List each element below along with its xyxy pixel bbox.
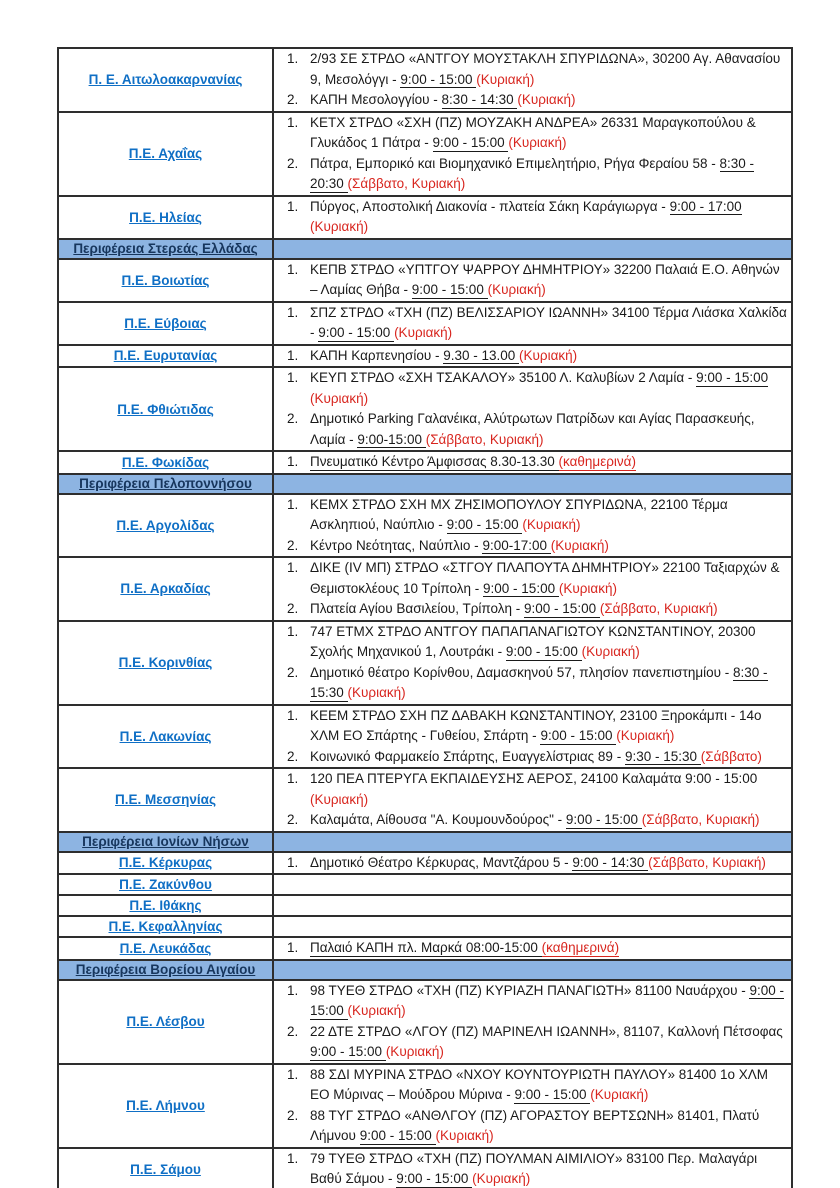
location-text: Πύργος, Αποστολική Διακονία - πλατεία Σάκη Καράγιωργα - [310, 198, 670, 214]
location-text: Κέντρο Νεότητας, Ναύπλιο - [310, 537, 483, 553]
item-text [310, 558, 791, 599]
locations-cell [273, 895, 792, 916]
item-number: 2. [287, 1023, 299, 1039]
location-text: Πλατεία Αγίου Βασιλείου, Τρίπολη - [310, 601, 525, 616]
region-header-cell [58, 474, 273, 494]
item-number: 1. [287, 198, 299, 214]
hours-text: Παλαιό ΚΑΠΗ πλ. Μαρκά 08:00-15:00 [310, 940, 542, 955]
item-number: 1. [287, 51, 299, 66]
location-item [274, 1149, 791, 1188]
entity-name-link[interactable]: Π.Ε. Σάμου [130, 1161, 201, 1177]
location-item [274, 853, 791, 874]
location-text: Πάτρα, Εμπορικό και Βιομηχανικό Επιμελητήριο, Ρήγα Φεραίου 58 - [310, 155, 720, 171]
region-header-cell [58, 239, 273, 259]
location-item [274, 769, 791, 810]
location-item [274, 747, 791, 768]
location-item [274, 1022, 791, 1063]
entity-label-cell [58, 980, 273, 1064]
locations-cell [273, 852, 792, 875]
location-item [274, 49, 791, 90]
location-item [274, 1106, 791, 1147]
days-text: (Κυριακή) [517, 92, 576, 107]
entity-name-link[interactable]: Π.Ε. Φωκίδας [121, 454, 210, 470]
locations-cell [273, 112, 792, 196]
entity-row [58, 874, 792, 895]
table-body [58, 48, 792, 1188]
region-header-row [58, 960, 792, 980]
entity-row [58, 1064, 792, 1148]
location-item [274, 599, 791, 620]
hours-text: 9:00 - 14:30 [572, 854, 649, 870]
location-text: ΣΠΖ ΣΤΡΔΟ «ΤΧΗ (ΠΖ) ΒΕΛΙΣΣΑΡΙΟΥ ΙΩΑΝΝΗ» 34100 Τέρμα Λιάσκα Χαλκίδα - [310, 304, 787, 340]
entity-name-link[interactable]: Π.Ε. Αρκαδίας [120, 581, 211, 597]
location-text: Δημοτικό θέατρο Κορίνθου, Δαμασκηνού 57, πλησίον πανεπιστημίου - [310, 664, 733, 680]
locations-cell [273, 345, 792, 368]
location-item [274, 368, 791, 409]
entity-label-cell [58, 557, 273, 621]
entity-label-cell [58, 48, 273, 112]
entity-label-cell [58, 874, 273, 895]
location-text: ΔΙΚΕ (IV ΜΠ) ΣΤΡΔΟ «ΣΤΓΟΥ ΠΛΑΠΟΥΤΑ ΔΗΜΗΤΡΙΟΥ» 22100 Ταξιαρχών & Θεμιστοκλέους 10 Τρίπολη - [310, 560, 780, 596]
entity-row [58, 112, 792, 196]
location-text: ΚΑΠΗ Καρπενησίου - [310, 347, 444, 363]
item-number: 1. [287, 707, 299, 723]
days-text: (καθημερινά) [541, 940, 620, 955]
region-header-link[interactable]: Περιφέρεια Ιονίων Νήσων [82, 833, 249, 849]
entity-label-cell [58, 1148, 273, 1188]
item-number: 2. [287, 1107, 299, 1123]
item-number: 1. [287, 114, 299, 130]
days-text: (Κυριακή) [590, 1087, 649, 1102]
location-text: 98 ΤΥΕΘ ΣΤΡΔΟ «ΤΧΗ (ΠΖ) ΚΥΡΙΑΖΗ ΠΑΝΑΓΙΩΤΗ» 81100 Ναυάρχου - [310, 982, 750, 998]
entity-name-link[interactable]: Π.Ε. Κορινθίας [118, 655, 213, 670]
region-header-filler-cell [273, 832, 792, 852]
locations-cell [273, 705, 792, 769]
days-text: (Κυριακή) [310, 219, 369, 234]
location-item [274, 90, 791, 111]
entity-name-link[interactable]: Π.Ε. Εύβοιας [124, 315, 207, 331]
item-text [310, 346, 791, 367]
item-number: 2. [287, 92, 299, 107]
location-item [274, 536, 791, 557]
entity-name-link[interactable]: Π.Ε. Λήμνου [126, 1098, 205, 1113]
days-text: (Κυριακή) [476, 71, 535, 87]
region-header-row [58, 832, 792, 852]
locations-cell [273, 302, 792, 345]
region-header-filler-cell [273, 960, 792, 980]
location-item [274, 981, 791, 1022]
entity-row [58, 1148, 792, 1188]
entity-row [58, 852, 792, 875]
locations-cell [273, 980, 792, 1064]
days-text: (Κυριακή) [385, 1044, 444, 1059]
location-text: ΚΕΤΧ ΣΤΡΔΟ «ΣΧΗ (ΠΖ) ΜΟΥΖΑΚΗ ΑΝΔΡΕΑ» 26331 Μαραγκοπούλου & Γλυκάδος 1 Πάτρα - [310, 114, 756, 150]
location-item [274, 663, 791, 704]
entity-label-cell [58, 916, 273, 937]
location-text: Καλαμάτα, Αίθουσα "Α. Κουμουνδούρος" - [310, 812, 566, 827]
locations-cell [273, 259, 792, 302]
hours-text: 8:30 - 20:30 [310, 155, 755, 191]
days-text: (Σάββατο, Κυριακή) [648, 854, 766, 870]
days-text: (καθημερινά) [558, 454, 636, 469]
regional-units-locations-table [57, 47, 793, 1188]
item-number: 1. [287, 940, 299, 955]
entity-name-link[interactable]: Π.Ε. Λέσβου [126, 1014, 205, 1029]
item-number: 2. [287, 411, 299, 426]
days-text: (Κυριακή) [472, 1171, 531, 1186]
region-header-cell [58, 960, 273, 980]
locations-cell [273, 621, 792, 705]
hours-text: 9:00 - 15:00 [432, 135, 509, 150]
location-text: 120 ΠΕΑ ΠΤΕΡΥΓΑ ΕΚΠΑΙΔΕΥΣΗΣ ΑΕΡΟΣ, 24100 Καλαμάτα 9:00 - 15:00 [310, 771, 758, 786]
locations-cell [273, 1148, 792, 1188]
location-text: ΚΑΠΗ Μεσολογγίου - [310, 92, 442, 107]
region-header-cell [58, 832, 273, 852]
location-text: Δημοτικό Θέατρο Κέρκυρας, Μαντζάρου 5 - [310, 854, 573, 870]
hours-text: 9:00 - 15:00 [318, 325, 395, 340]
days-text: (Σάββατο, Κυριακή) [599, 601, 718, 616]
location-item [274, 706, 791, 747]
entity-label-cell [58, 259, 273, 302]
item-text [310, 197, 791, 238]
item-number: 1. [287, 1150, 299, 1166]
item-text [310, 981, 791, 1022]
days-text: (Σάββατο, Κυριακή) [641, 812, 760, 827]
item-number: 1. [287, 1066, 299, 1082]
hours-text: 9:00 - 15:00 [411, 282, 488, 297]
item-text [310, 303, 791, 344]
entity-label-cell [58, 451, 273, 474]
days-text: (Σάββατο, Κυριακή) [347, 176, 466, 191]
entity-name-link[interactable]: Π.Ε. Ιθάκης [129, 898, 202, 913]
entity-name-link[interactable]: Π.Ε. Κεφαλληνίας [108, 919, 223, 934]
hours-text: 9:00 - 15:00 [359, 1128, 436, 1143]
hours-text: 9:00 - 15:00 [524, 601, 600, 616]
item-text [310, 368, 791, 409]
hours-text: 9:00 - 15:00 [400, 71, 477, 87]
entity-name-link[interactable]: Π. Ε. Αιτωλοακαρνανίας [88, 72, 243, 88]
region-header-link[interactable]: Περιφέρεια Πελοποννήσου [79, 475, 252, 491]
item-number: 2. [287, 664, 299, 680]
locations-cell [273, 557, 792, 621]
item-number: 1. [287, 771, 299, 786]
item-number: 2. [287, 537, 299, 553]
entity-name-link[interactable]: Π.Ε. Ζακύνθου [119, 877, 212, 892]
entity-name-link[interactable]: Π.Ε. Λευκάδας [119, 940, 212, 956]
region-header-row [58, 239, 792, 259]
entity-label-cell [58, 621, 273, 705]
entity-label-cell [58, 367, 273, 451]
item-number: 1. [287, 560, 299, 575]
table-container [57, 47, 793, 1188]
location-text: ΚΕΕΜ ΣΤΡΔΟ ΣΧΗ ΠΖ ΔΑΒΑΚΗ ΚΩΝΣΤΑΝΤΙΝΟΥ, 23100 Ξηροκάμπι - 14ο ΧΛΜ ΕΟ Σπάρτης - Γυθείου, Σπάρτη - [310, 707, 762, 743]
location-item [274, 113, 791, 154]
item-text [310, 853, 791, 874]
location-item [274, 409, 791, 450]
entity-name-link[interactable]: Π.Ε. Αργολίδας [116, 517, 215, 533]
hours-text: 9:00 - 15:00 [540, 728, 617, 743]
location-item [274, 1065, 791, 1106]
entity-label-cell [58, 494, 273, 558]
item-text [310, 663, 791, 704]
region-header-filler-cell [273, 474, 792, 494]
entity-row [58, 302, 792, 345]
hours-text: 9.30 - 13.00 [443, 347, 520, 363]
days-text: (Κυριακή) [394, 325, 453, 340]
hours-text: 9:00 - 15:00 [396, 1171, 473, 1186]
location-item [274, 346, 791, 367]
entity-label-cell [58, 895, 273, 916]
days-text: (Κυριακή) [616, 728, 675, 743]
location-text: ΚΕΥΠ ΣΤΡΔΟ «ΣΧΗ ΤΣΑΚΑΛΟΥ» 35100 Λ. Καλυβίων 2 Λαμία - [310, 370, 697, 385]
days-text: (Κυριακή) [435, 1128, 494, 1143]
entity-row [58, 705, 792, 769]
item-text [310, 599, 791, 620]
entity-row [58, 557, 792, 621]
hours-text: 9:00-15:00 [357, 431, 426, 447]
days-text: (Κυριακή) [310, 791, 369, 807]
hours-text: 9:30 - 15:30 [624, 748, 701, 764]
item-text [310, 1106, 791, 1147]
item-text [310, 260, 791, 301]
item-text [310, 1149, 791, 1188]
days-text: (Κυριακή) [581, 644, 640, 659]
location-item [274, 197, 791, 238]
entity-row [58, 768, 792, 832]
item-number: 1. [287, 370, 299, 385]
hours-text: 9:00 - 17:00 [669, 198, 742, 214]
item-text [310, 706, 791, 747]
region-header-row [58, 474, 792, 494]
hours-text: 9:00-17:00 [482, 537, 551, 553]
location-text: 22 ΔΤΕ ΣΤΡΔΟ «ΛΓΟΥ (ΠΖ) ΜΑΡΙΝΕΛΗ ΙΩΑΝΝΗ», 81107, Καλλονή Πέτσοφας [310, 1023, 783, 1039]
item-text [310, 622, 791, 663]
entity-row [58, 494, 792, 558]
locations-cell [273, 916, 792, 937]
entity-label-cell [58, 852, 273, 875]
location-text: ΚΕΜΧ ΣΤΡΔΟ ΣΧΗ ΜΧ ΖΗΣΙΜΟΠΟΥΛΟΥ ΣΠΥΡΙΔΩΝΑ, 22100 Τέρμα Ασκληπιού, Ναύπλιο - [310, 496, 728, 532]
days-text: (Σάββατο, Κυριακή) [425, 431, 544, 447]
entity-name-link[interactable]: Π.Ε. Ευρυτανίας [113, 348, 218, 364]
hours-text: 9:00 - 15:00 [565, 812, 642, 827]
item-text [310, 1022, 791, 1063]
entity-label-cell [58, 768, 273, 832]
entity-name-link[interactable]: Π.Ε. Λακωνίας [119, 728, 212, 744]
hours-text: 9:00 - 15:00 [446, 517, 523, 532]
item-text [310, 452, 791, 473]
locations-cell [273, 196, 792, 239]
days-text: (Κυριακή) [522, 517, 581, 532]
entity-row [58, 895, 792, 916]
entity-name-link[interactable]: Π.Ε. Μεσσηνίας [115, 792, 216, 808]
item-text [310, 409, 791, 450]
location-text: 79 ΤΥΕΘ ΣΤΡΔΟ «ΤΧΗ (ΠΖ) ΠΟΥΛΜΑΝ ΑΙΜΙΛΙΟΥ» 83100 Περ. Μαλαγάρι Βαθύ Σάμου - [310, 1150, 758, 1186]
hours-text: Πνευματικό Κέντρο Άμφισσας 8.30-13.30 [310, 454, 559, 469]
location-text: 747 ΕΤΜΧ ΣΤΡΔΟ ΑΝΤΓΟΥ ΠΑΠΑΠΑΝΑΓΙΩΤΟΥ ΚΩΝΣΤΑΝΤΙΝΟΥ, 20300 Σχολής Μηχανικού 1, Λουτράκι - [310, 623, 756, 659]
hours-text: 9:00 - 15:00 [483, 580, 559, 596]
entity-row [58, 48, 792, 112]
item-number: 1. [287, 261, 299, 277]
item-text [310, 113, 791, 154]
entity-row [58, 621, 792, 705]
days-text: (Κυριακή) [347, 1003, 406, 1018]
region-header-filler-cell [273, 239, 792, 259]
item-number: 1. [287, 304, 299, 320]
item-text [310, 90, 791, 111]
item-text [310, 495, 791, 536]
location-text: 2/93 ΣΕ ΣΤΡΔΟ «ΑΝΤΓΟΥ ΜΟΥΣΤΑΚΛΗ ΣΠΥΡΙΔΩΝΑ», 30200 Αγ. Αθανασίου 9, Μεσολόγγι - [310, 51, 781, 87]
item-number: 2. [287, 812, 299, 827]
item-number: 1. [287, 496, 299, 512]
item-number: 2. [287, 601, 299, 616]
locations-cell [273, 451, 792, 474]
region-header-link[interactable]: Περιφέρεια Βορείου Αιγαίου [75, 961, 256, 977]
location-item [274, 558, 791, 599]
location-text: 88 ΣΔΙ ΜΥΡΙΝΑ ΣΤΡΔΟ «ΝΧΟΥ ΚΟΥΝΤΟΥΡΙΩΤΗ ΠΑΥΛΟΥ» 81400 1ο ΧΛΜ ΕΟ Μύρινας – Μούδρου Μύρινα - [310, 1066, 769, 1102]
location-text: 88 ΤΥΓ ΣΤΡΔΟ «ΑΝΘΛΓΟΥ (ΠΖ) ΑΓΟΡΑΣΤΟΥ ΒΕΡΤΣΩΝΗ» 81401, Πλατύ Λήμνου [310, 1107, 760, 1143]
item-text [310, 810, 791, 831]
item-text [310, 49, 791, 90]
days-text: (Κυριακή) [519, 347, 578, 363]
location-item [274, 495, 791, 536]
location-item [274, 622, 791, 663]
entity-row [58, 367, 792, 451]
hours-text: 9:00 - 15:00 [310, 1044, 386, 1059]
entity-row [58, 980, 792, 1064]
entity-row [58, 196, 792, 239]
entity-name-link[interactable]: Π.Ε. Βοιωτίας [121, 272, 210, 288]
hours-text: 8:30 - 14:30 [441, 92, 518, 107]
entity-label-cell [58, 937, 273, 960]
entity-name-link[interactable]: Π.Ε. Αχαΐας [128, 146, 203, 161]
entity-label-cell [58, 1064, 273, 1148]
entity-row [58, 451, 792, 474]
item-number: 1. [287, 854, 299, 870]
hours-text: 9:00 - 15:00 [696, 370, 769, 385]
location-item [274, 260, 791, 301]
location-item [274, 938, 791, 959]
days-text: (Σάββατο) [700, 748, 762, 764]
days-text: (Κυριακή) [558, 580, 617, 596]
item-number: 1. [287, 454, 299, 469]
locations-cell [273, 494, 792, 558]
region-header-link[interactable]: Περιφέρεια Στερεάς Ελλάδας [73, 240, 258, 256]
entity-row [58, 937, 792, 960]
item-text [310, 1065, 791, 1106]
location-text: Δημοτικό Parking Γαλανέικα, Αλύτρωτων Πατρίδων και Αγίας Παρασκευής, Λαμία - [310, 411, 755, 447]
location-item [274, 810, 791, 831]
locations-cell [273, 367, 792, 451]
location-text: ΚΕΠΒ ΣΤΡΔΟ «ΥΠΤΓΟΥ ΨΑΡΡΟΥ ΔΗΜΗΤΡΙΟΥ» 32200 Παλαιά Ε.Ο. Αθηνών – Λαμίας Θήβα - [310, 261, 780, 297]
days-text: (Κυριακή) [310, 390, 369, 406]
location-item [274, 303, 791, 344]
days-text: (Κυριακή) [550, 537, 609, 553]
hours-text: 9:00 - 15:00 [514, 1087, 591, 1102]
locations-cell [273, 768, 792, 832]
entity-label-cell [58, 196, 273, 239]
location-text: Κοινωνικό Φαρμακείο Σπάρτης, Ευαγγελίστριας 89 - [310, 748, 625, 764]
item-number: 1. [287, 623, 299, 639]
locations-cell [273, 937, 792, 960]
item-text [310, 938, 791, 959]
location-item [274, 452, 791, 473]
entity-name-link[interactable]: Π.Ε. Φθιώτιδας [117, 401, 214, 417]
entity-row [58, 916, 792, 937]
item-text [310, 747, 791, 768]
entity-row [58, 345, 792, 368]
hours-text: 9:00 - 15:00 [505, 644, 582, 659]
item-number: 2. [287, 155, 299, 171]
item-text [310, 154, 791, 195]
hours-text: 9:00 - 15:00 [310, 982, 785, 1018]
days-text: (Κυριακή) [347, 685, 406, 700]
days-text: (Κυριακή) [487, 282, 546, 297]
locations-cell [273, 1064, 792, 1148]
entity-label-cell [58, 112, 273, 196]
entity-label-cell [58, 302, 273, 345]
entity-row [58, 259, 792, 302]
item-text [310, 769, 791, 810]
item-number: 1. [287, 347, 299, 363]
entity-label-cell [58, 345, 273, 368]
days-text: (Κυριακή) [508, 135, 567, 150]
entity-name-link[interactable]: Π.Ε. Ηλείας [129, 209, 202, 225]
item-text [310, 536, 791, 557]
hours-text: 8:30 - 15:30 [310, 664, 768, 700]
locations-cell [273, 874, 792, 895]
item-number: 1. [287, 982, 299, 998]
entity-name-link[interactable]: Π.Ε. Κέρκυρας [118, 855, 213, 871]
item-number: 2. [287, 748, 299, 764]
entity-label-cell [58, 705, 273, 769]
locations-cell [273, 48, 792, 112]
location-item [274, 154, 791, 195]
